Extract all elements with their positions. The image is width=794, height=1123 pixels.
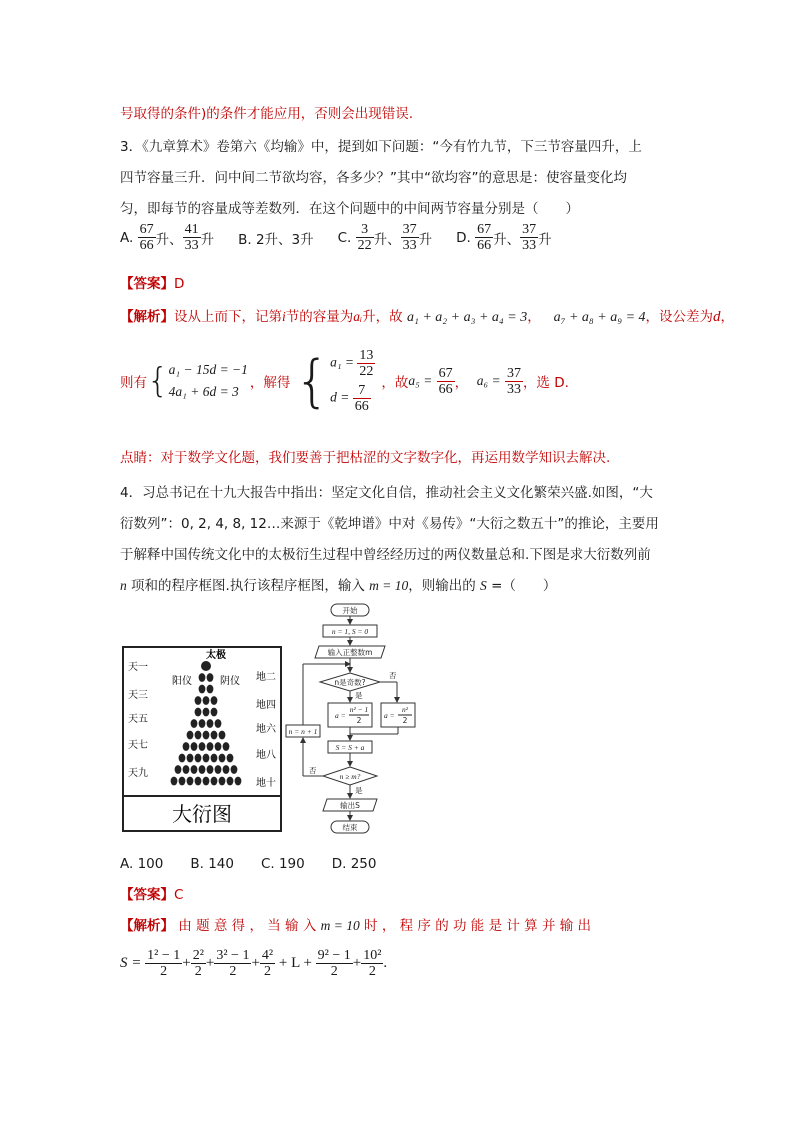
svg-text:a =: a =: [335, 711, 346, 720]
dayan-right-label: 地四: [256, 700, 276, 711]
q4-line3: 于解释中国传统文化中的太极衍生过程中曾经经历过的两仪数量总和.下图是求大衍数列前: [120, 547, 651, 563]
q3-solution-line1: 【解析】设从上而下，记第i节的容量为aᵢ升，故 a₁ + a₂ + a₃ + a₄ = 3， a₇ + a₈ + a₉ = 4，设公差为d，: [120, 309, 735, 325]
q4-line4: n 项和的程序框图.执行该程序框图，输入 m = 10，则输出的 S =（ ）: [120, 578, 557, 594]
svg-text:a =: a =: [384, 711, 395, 720]
dayan-dot: [227, 777, 234, 786]
svg-text:否: 否: [389, 671, 397, 680]
dayan-dot: [187, 731, 194, 740]
dayan-dot: [199, 719, 206, 728]
dayan-dot: [207, 685, 214, 694]
dayan-dot: [203, 708, 210, 717]
dayan-dot: [171, 777, 178, 786]
q4-line2: 衍数列”：0, 2, 4, 8, 12…来源于《乾坤谱》中对《易传》“大衍之数五十”的推论，主要用: [120, 516, 659, 532]
q3-option-a: A. $\frac{67}{66}$ 升 、 $\frac{41}{33}$ 升: [120, 222, 215, 253]
svg-text:结束: 结束: [342, 823, 358, 832]
dayan-dot: [183, 742, 190, 751]
svg-text:2: 2: [356, 716, 362, 725]
dayan-dot: [211, 731, 218, 740]
dayan-dot: [199, 765, 206, 774]
svg-text:输入正整数m: 输入正整数m: [327, 648, 373, 657]
svg-text:n = 1, S = 0: n = 1, S = 0: [331, 627, 369, 636]
dayan-dot: [175, 765, 182, 774]
dayan-dot: [219, 754, 226, 763]
yangyi-label: 阳仪: [172, 676, 192, 687]
taiji-label: 太极: [206, 650, 226, 661]
dayan-dot: [179, 754, 186, 763]
svg-text:是: 是: [355, 786, 363, 795]
dayan-dot: [195, 696, 202, 705]
dayan-dot: [235, 777, 242, 786]
svg-text:S = S + a: S = S + a: [335, 743, 365, 752]
dayan-left-label: 天三: [128, 690, 148, 701]
dayan-dot: [207, 673, 214, 682]
q3-option-d: D. $\frac{67}{66}$ 升 、 $\frac{37}{33}$ 升: [456, 222, 552, 253]
yinyi-label: 阴仪: [220, 676, 240, 687]
dayan-right-label: 地二: [256, 672, 276, 683]
dayan-dot: [199, 685, 206, 694]
svg-text:n² − 1: n² − 1: [349, 705, 369, 714]
dayan-dot: [195, 731, 202, 740]
q3-remark: 点睛：对于数学文化题，我们要善于把枯涩的文字数字化，再运用数学知识去解决.: [120, 450, 611, 466]
dayan-dot: [215, 719, 222, 728]
flowchart: [285, 600, 425, 840]
dayan-dot: [187, 754, 194, 763]
dayan-left-label: 天九: [128, 768, 148, 779]
dayan-dot: [211, 708, 218, 717]
dayan-dot: [231, 765, 238, 774]
q4-line1: 4．习总书记在十九大报告中指出：坚定文化自信，推动社会主义文化繁荣兴盛.如图，“大: [120, 485, 653, 501]
dayan-dot: [183, 765, 190, 774]
svg-text:2: 2: [402, 716, 408, 725]
dayan-dot: [219, 731, 226, 740]
dayan-left-label: 天七: [128, 740, 148, 751]
dayan-right-label: 地八: [256, 750, 276, 761]
continued-text: 号取得的条件)的条件才能应用，否则会出现错误.: [120, 106, 414, 122]
dayan-right-label: 地六: [256, 724, 276, 735]
svg-text:是: 是: [355, 691, 363, 700]
dayan-dot: [203, 696, 210, 705]
svg-text:n = n + 1: n = n + 1: [288, 727, 318, 736]
dayan-dot: [223, 765, 230, 774]
dayan-dot: [203, 731, 210, 740]
dayan-dot: [203, 777, 210, 786]
q3-options: [120, 222, 576, 253]
svg-text:开始: 开始: [342, 606, 358, 615]
q4-options: A. 100 B. 140 C. 190 D. 250: [120, 856, 377, 872]
q4-solution-line1: 【解析】 由 题 意 得 ， 当 输 入 m = 10 时 ， 程 序 的 功 能 是 计 算 并 输 出: [120, 918, 592, 934]
dayan-dot: [191, 765, 198, 774]
dayan-dot: [191, 719, 198, 728]
q4-sum-formula: S = $\frac{\text{1² − 1}}{2}$ + $\frac{\text{2²}}{2}$ + $\frac{\text{3² − 1}}{2}$ + $\frac{\text{4²}}{2}$ + L + $\frac{\text{9² − 1}}{2}$ + $\frac{\text{10²}}{2}$ .: [120, 948, 388, 979]
dayan-dot: [191, 742, 198, 751]
dayan-dot: [199, 742, 206, 751]
dayan-dot: [211, 754, 218, 763]
dayan-dot: [199, 673, 206, 682]
q3-option-c: C. $\frac{3}{22}$ 升 、 $\frac{37}{33}$ 升: [337, 222, 433, 253]
dayan-dot: [207, 765, 214, 774]
dayan-dot: [201, 661, 211, 671]
dayan-dot: [187, 777, 194, 786]
dayan-dot: [223, 742, 230, 751]
dayan-figure: [122, 646, 282, 832]
q3-line3: 匀，即每节的容量成等差数列．在这个问题中的中间两节容量分别是（ ）: [120, 201, 579, 217]
dayan-dot: [195, 777, 202, 786]
dayan-left-label: 天五: [128, 714, 148, 725]
dayan-dot: [203, 754, 210, 763]
dayan-dot: [215, 765, 222, 774]
dayan-dot: [207, 742, 214, 751]
dayan-left-label: 天一: [128, 662, 148, 673]
q3-line1: 3．《九章算术》卷第六《均输》中，提到如下问题：“今有竹九节，下三节容量四升，上: [120, 139, 642, 155]
dayan-dot: [219, 777, 226, 786]
svg-text:输出S: 输出S: [340, 801, 360, 810]
svg-text:否: 否: [309, 766, 317, 775]
svg-text:n ≥ m?: n ≥ m?: [339, 772, 361, 781]
q4-answer: 【答案】C: [120, 887, 184, 903]
svg-text:n²: n²: [402, 705, 408, 714]
q3-solution-line2: 则有 { a₁ − 15d = −1 4a₁ + 6d = 3 ，解得 { a₁ = $\frac{13}{22}$ d = $\frac{7}{66}$ ，故 a₅ = $\frac{67}{66}$ ， a₆ = $\frac{37}{33}$ ，选 D.: [120, 348, 569, 414]
dayan-dot: [179, 777, 186, 786]
dayan-dot: [211, 777, 218, 786]
dayan-dot: [211, 696, 218, 705]
dayan-dot: [207, 719, 214, 728]
q3-option-b: B. 2升、3升: [238, 231, 314, 248]
q3-line2: 四节容量三升．问中间二节欲均容，各多少？”其中“欲均容”的意思是：使容量变化均: [120, 170, 627, 186]
dayan-dot: [227, 754, 234, 763]
dayan-dot: [195, 708, 202, 717]
dayan-right-label: 地十: [256, 778, 276, 789]
dayan-title: 大衍图: [172, 802, 232, 826]
dayan-dot: [215, 742, 222, 751]
svg-text:n是奇数?: n是奇数?: [334, 678, 366, 687]
q3-answer: 【答案】D: [120, 276, 185, 292]
dayan-dot: [195, 754, 202, 763]
